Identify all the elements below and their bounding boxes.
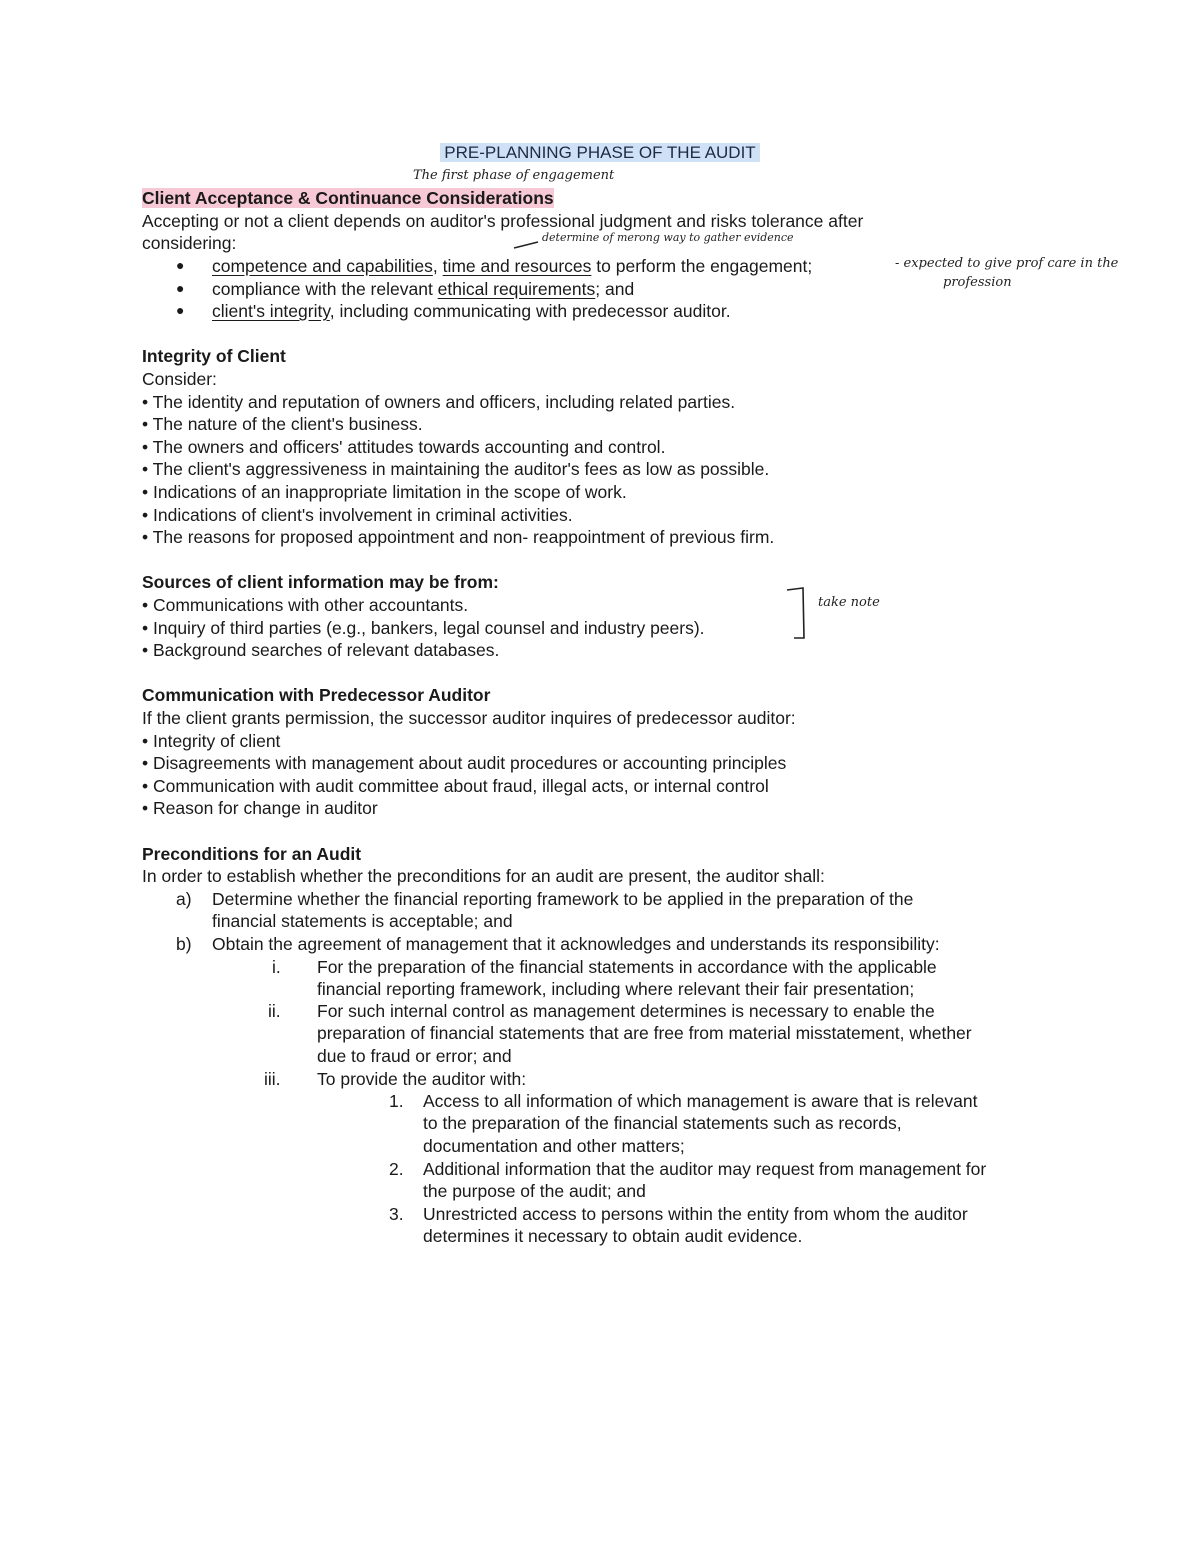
sources-item: • Communications with other accountants. [142,595,469,615]
integrity-item: • The owners and officers' attitudes towards accounting and control. [142,437,666,457]
integrity-item: • The reasons for proposed appointment and non- reappointment of previous firm. [142,527,775,547]
handwritten-note-profession: profession [943,275,1012,290]
precondition-ii-line2: preparation of financial statements that are free from material misstatement, whether [317,1023,972,1043]
precondition-i-line2: financial reporting framework, including where relevant their fair presentation; [317,979,915,999]
precondition-b-line1: Obtain the agreement of management that it acknowledges and understands its responsibility: [212,934,940,954]
sources-item: • Inquiry of third parties (e.g., bankers, legal counsel and industry peers). [142,618,705,638]
precondition-a-line1: Determine whether the financial reporting framework to be applied in the preparation of the [212,889,914,909]
precondition-3-line1: Unrestricted access to persons within the entity from whom the auditor [423,1204,968,1224]
handwritten-note-determine: determine of merong way to gather evidence [542,231,794,244]
bullet-dot-2: ● [176,280,185,296]
acceptance-bullet-1: competence and capabilities, time and resources to perform the engagement; [212,256,813,276]
preconditions-intro: In order to establish whether the preconditions for an audit are present, the auditor shall: [142,866,825,886]
predecessor-item: • Integrity of client [142,731,281,751]
precondition-ii-line3: due to fraud or error; and [317,1046,512,1066]
integrity-intro: Consider: [142,369,217,389]
precondition-i-line1: For the preparation of the financial statements in accordance with the applicable [317,957,937,977]
acceptance-intro-line2: considering: [142,233,237,253]
list-marker-iii: iii. [264,1069,281,1089]
integrity-item: • Indications of client's involvement in criminal activities. [142,505,573,525]
predecessor-item: • Reason for change in auditor [142,798,378,818]
list-marker-ii: ii. [268,1001,281,1021]
section-heading-acceptance: Client Acceptance & Continuance Considerations [142,188,554,208]
predecessor-item: • Communication with audit committee about fraud, illegal acts, or internal control [142,776,769,796]
list-marker-b: b) [176,934,192,954]
precondition-1-line2: to the preparation of the financial statements such as records, [423,1113,902,1133]
integrity-item: • Indications of an inappropriate limitation in the scope of work. [142,482,627,502]
section-heading-predecessor: Communication with Predecessor Auditor [142,685,491,705]
list-marker-i: i. [272,957,281,977]
bullet-dot-1: ● [176,257,185,273]
precondition-1-line1: Access to all information of which management is aware that is relevant [423,1091,978,1111]
handwritten-note-take-note: take note [818,595,880,610]
precondition-a-line2: financial statements is acceptable; and [212,911,513,931]
sources-item: • Background searches of relevant databases. [142,640,500,660]
handwritten-note-first-phase: The first phase of engagement [413,168,615,183]
section-heading-sources: Sources of client information may be from: [142,572,499,592]
page-title: PRE-PLANNING PHASE OF THE AUDIT [0,142,1200,164]
handwritten-bracket [785,586,810,642]
predecessor-intro: If the client grants permission, the successor auditor inquires of predecessor auditor: [142,708,796,728]
precondition-2-line2: the purpose of the audit; and [423,1181,646,1201]
bullet-dot-3: ● [176,302,185,318]
integrity-item: • The identity and reputation of owners and officers, including related parties. [142,392,736,412]
handwritten-dash [512,238,542,250]
acceptance-intro-line1: Accepting or not a client depends on auditor's professional judgment and risks tolerance after [142,211,864,231]
precondition-2-line1: Additional information that the auditor may request from management for [423,1159,987,1179]
precondition-ii-line1: For such internal control as management determines is necessary to enable the [317,1001,935,1021]
acceptance-bullet-2: compliance with the relevant ethical requirements; and [212,279,635,299]
list-marker-1: 1. [389,1091,404,1111]
integrity-item: • The client's aggressiveness in maintaining the auditor's fees as low as possible. [142,459,770,479]
handwritten-note-expected: - expected to give prof care in the [895,256,1119,271]
section-heading-preconditions: Preconditions for an Audit [142,844,362,864]
precondition-3-line2: determines it necessary to obtain audit evidence. [423,1226,803,1246]
precondition-1-line3: documentation and other matters; [423,1136,685,1156]
integrity-item: • The nature of the client's business. [142,414,423,434]
list-marker-3: 3. [389,1204,404,1224]
section-heading-integrity: Integrity of Client [142,346,286,366]
list-marker-2: 2. [389,1159,404,1179]
precondition-iii-line1: To provide the auditor with: [317,1069,527,1089]
predecessor-item: • Disagreements with management about audit procedures or accounting principles [142,753,787,773]
acceptance-bullet-3: client's integrity, including communicating with predecessor auditor. [212,301,731,321]
list-marker-a: a) [176,889,192,909]
